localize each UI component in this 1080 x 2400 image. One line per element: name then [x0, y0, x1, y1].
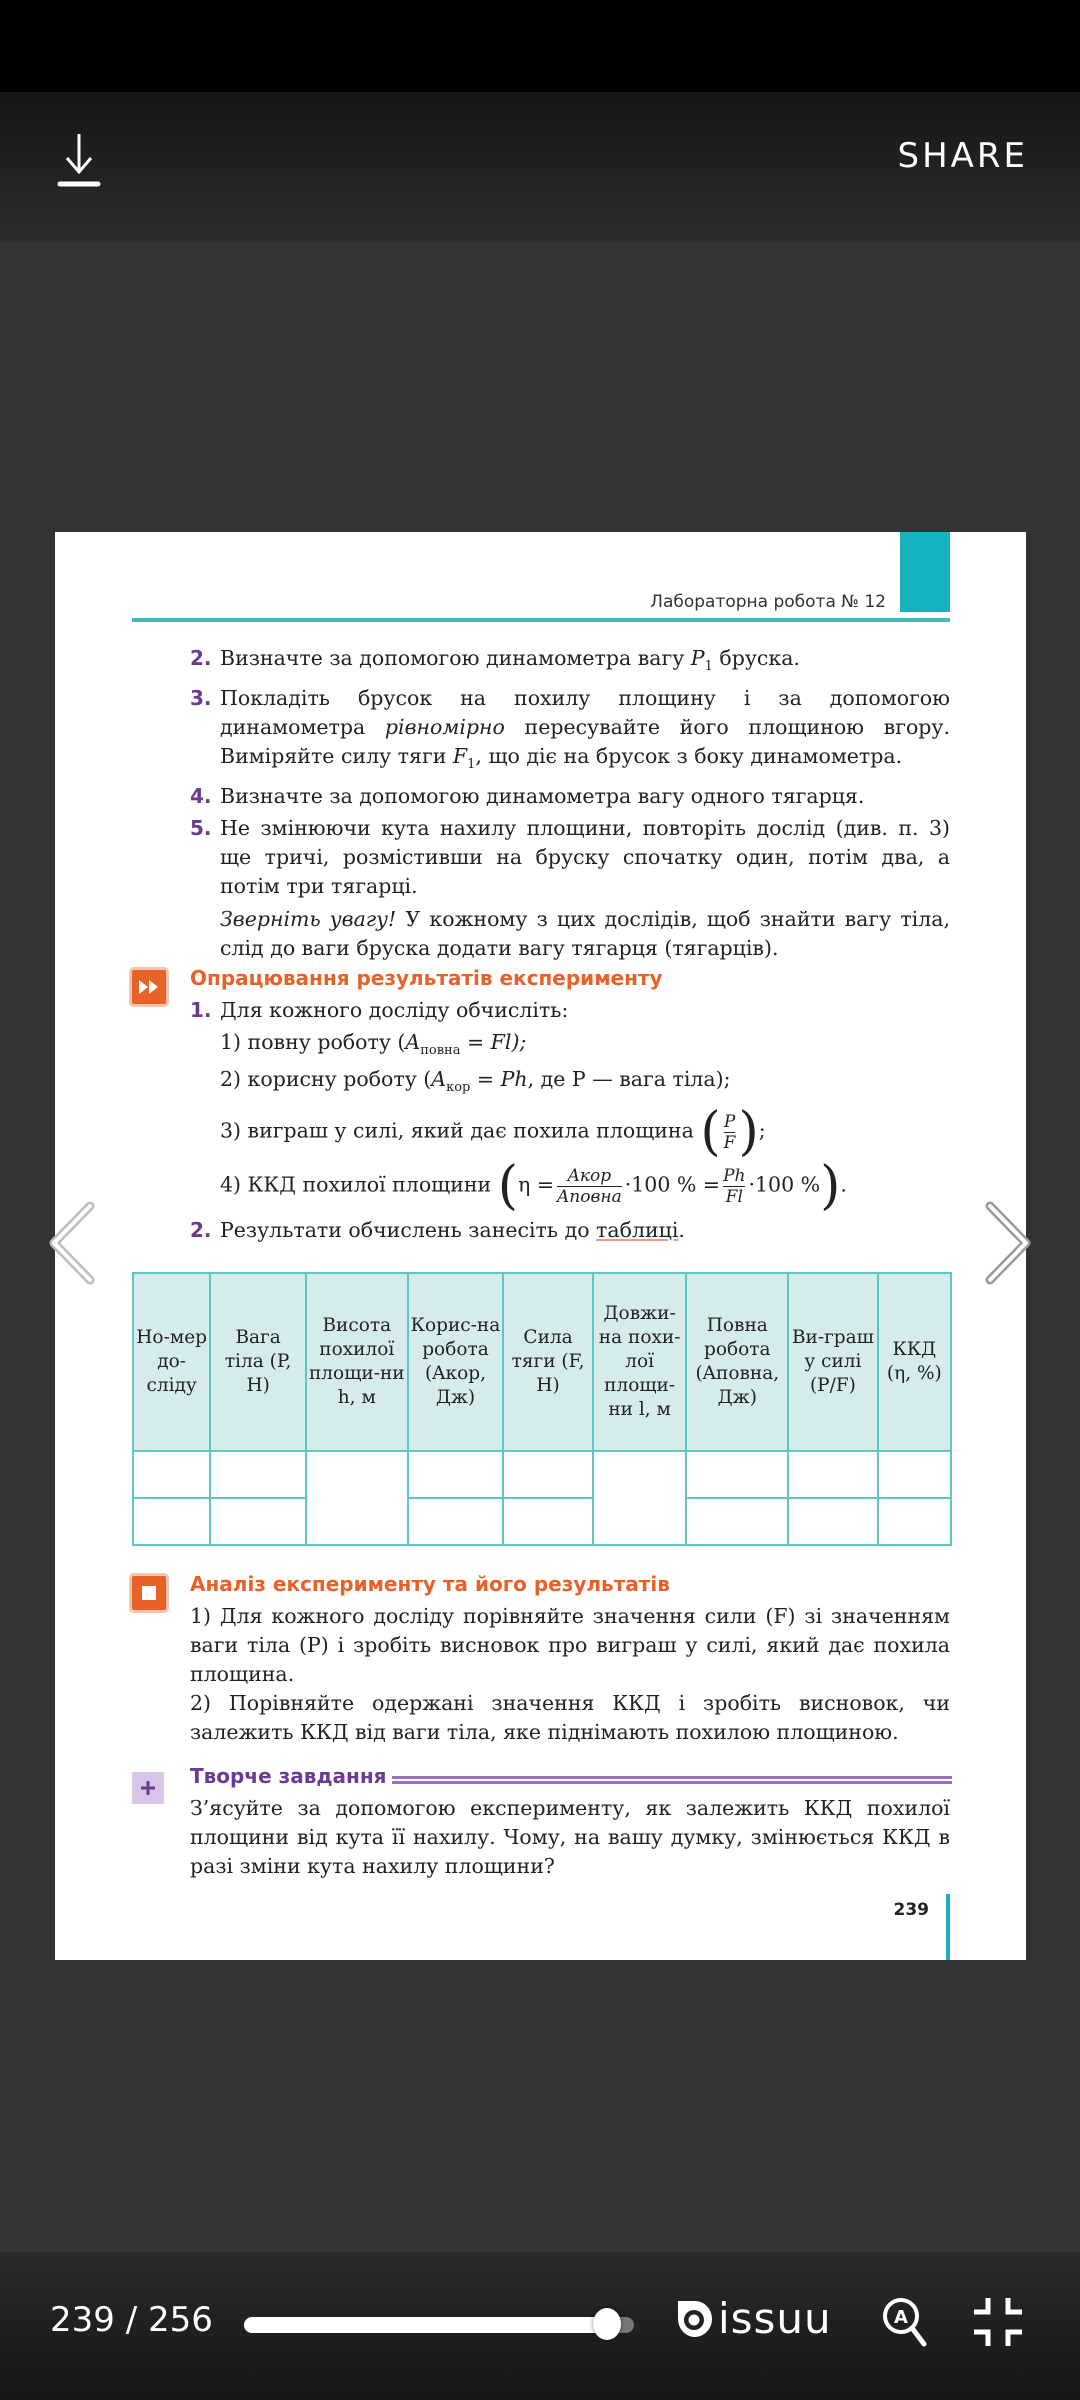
chevron-right-icon	[980, 1198, 1034, 1288]
bottom-toolbar	[0, 2252, 1080, 2400]
col-full-work: Повна робота (Aповна, Дж)	[686, 1273, 788, 1451]
issuu-logo[interactable]: issuu	[676, 2294, 832, 2343]
exit-fullscreen-button[interactable]	[970, 2294, 1026, 2350]
table-row	[133, 1451, 951, 1498]
stop-square-icon	[132, 1576, 166, 1610]
table-row	[133, 1498, 951, 1545]
fast-forward-icon	[132, 970, 166, 1004]
analysis-section	[132, 1572, 952, 1742]
processing-item-2: 2. Результати обчислень занесіть до таблиці.	[190, 1218, 685, 1243]
processing-section	[132, 966, 952, 1266]
col-useful-work: Корис-на робота (Aкор, Дж)	[408, 1273, 504, 1451]
page-number: 239	[893, 1900, 929, 1920]
step-5: 5. Не змінюючи кута нахилу площини, повторіть дослід (див. п. 3) ще тричі, розмістивши на бруску спочатку один, потім два, а потім три тягарці.	[190, 816, 950, 899]
zoom-search-icon	[880, 2294, 930, 2350]
col-pull-force: Сила тяги (F, Н)	[503, 1273, 593, 1451]
results-table	[132, 1272, 952, 1546]
download-icon	[56, 130, 102, 190]
col-efficiency: ККД (η, %)	[878, 1273, 951, 1451]
chapter-tab-marker	[900, 532, 950, 612]
analysis-paragraph-1: 1) Для кожного досліду порівняйте значення сили (F) зі значенням ваги тіла (P) і зробіть висновок про виграш у силі, який дає похила площина.	[190, 1604, 950, 1686]
page-slider[interactable]	[244, 2315, 634, 2335]
formula-force-gain: 3) виграш у силі, який дає похила площина ( $\frac{P}{F}$ );	[220, 1102, 766, 1163]
table-header-row	[133, 1273, 951, 1451]
page-number-bar	[946, 1894, 950, 1960]
table-cell[interactable]	[503, 1451, 593, 1498]
section-title: Аналіз експерименту та його результатів	[190, 1572, 670, 1596]
step-3: 3. Покладіть брусок на похилу площину і за допомогою динамометра рівномірно пересувайте його площиною вгору. Виміряйте силу тяги $F_1$, що діє на брусок з боку динамометра.	[190, 686, 950, 773]
step-4: 4. Визначте за допомогою динамометра вагу одного тягарця.	[190, 784, 865, 809]
header-rule	[132, 618, 950, 622]
processing-item-1: 1. Для кожного досліду обчисліть:	[190, 998, 569, 1022]
table-cell[interactable]	[686, 1451, 788, 1498]
table-cell[interactable]	[788, 1451, 878, 1498]
col-force-gain: Ви-граш у силі (P/F)	[788, 1273, 878, 1451]
slider-fill	[244, 2317, 607, 2333]
formula-useful-work: 2) корисну роботу ($A_{кор} = Ph$, де P — вага тіла);	[220, 1067, 731, 1096]
step-2: 2. Визначте за допомогою динамометра вагу $P_1$ бруска.	[190, 646, 800, 675]
table-cell[interactable]	[133, 1451, 210, 1498]
col-experiment-number: Но-мер до-сліду	[133, 1273, 210, 1451]
table-cell[interactable]	[133, 1498, 210, 1545]
chevron-left-icon	[46, 1198, 100, 1288]
exit-fullscreen-icon	[970, 2294, 1026, 2350]
table-cell[interactable]	[503, 1498, 593, 1545]
attention-note: Зверніть увагу! У кожному з цих дослідів, щоб знайти вагу тіла, слід до ваги бруска додати вагу тягарця (тягарців).	[220, 907, 951, 961]
issuu-logo-icon	[676, 2299, 712, 2339]
table-cell[interactable]	[878, 1451, 951, 1498]
table-link[interactable]: таблиці	[596, 1218, 679, 1243]
creative-task-text: З’ясуйте за допомогою експерименту, як залежить ККД похилої площини від кута її нахилу. Чому, на вашу думку, змінюється ККД в разі зміни кута нахилу площини?	[190, 1796, 950, 1878]
table-cell-merged[interactable]	[593, 1451, 687, 1545]
creative-task-section	[132, 1764, 952, 1894]
table-cell-merged[interactable]	[306, 1451, 408, 1545]
analysis-paragraph-2: 2) Порівняйте одержані значення ККД і зробіть висновок, чи залежить ККД від ваги тіла, яке піднімають похилою площиною.	[190, 1691, 950, 1744]
status-bar-area	[0, 0, 1080, 92]
section-title: Творче завдання	[190, 1764, 387, 1788]
col-plane-length: Довжи-на похи-лої площи-ни l, м	[593, 1273, 687, 1451]
section-title: Опрацювання результатів експерименту	[190, 966, 663, 990]
top-toolbar	[0, 92, 1080, 242]
plus-icon	[132, 1772, 164, 1804]
formula-efficiency: 4) ККД похилої площини (η = $\frac{\text{Aкор}}{\text{Aповна}}$ ·100 % = $\frac{Ph}{Fl}$ ·100 %).	[220, 1156, 847, 1217]
col-body-weight: Вага тіла (P, Н)	[210, 1273, 306, 1451]
table-cell[interactable]	[788, 1498, 878, 1545]
previous-page-button[interactable]	[46, 1198, 100, 1288]
table-cell[interactable]	[210, 1451, 306, 1498]
running-head: Лабораторна робота № 12	[650, 592, 886, 612]
table-cell[interactable]	[878, 1498, 951, 1545]
slider-thumb[interactable]	[593, 2308, 621, 2340]
zoom-button[interactable]	[880, 2294, 930, 2350]
procedure-steps	[190, 644, 950, 963]
download-button[interactable]	[56, 130, 102, 190]
table-cell[interactable]	[210, 1498, 306, 1545]
svg-text:A: A	[894, 2307, 908, 2328]
next-page-button[interactable]	[980, 1198, 1034, 1288]
page-counter: 239 / 256	[50, 2300, 213, 2340]
table-cell[interactable]	[408, 1498, 504, 1545]
formula-full-work: 1) повну роботу $(A_{повна} = Fl)$;	[220, 1030, 527, 1059]
table-cell[interactable]	[408, 1451, 504, 1498]
title-double-rule	[392, 1776, 952, 1784]
document-page	[55, 532, 1026, 1960]
share-button[interactable]: SHARE	[897, 136, 1028, 176]
col-plane-height: Висота похилої площи-ни h, м	[306, 1273, 408, 1451]
table-cell[interactable]	[686, 1498, 788, 1545]
